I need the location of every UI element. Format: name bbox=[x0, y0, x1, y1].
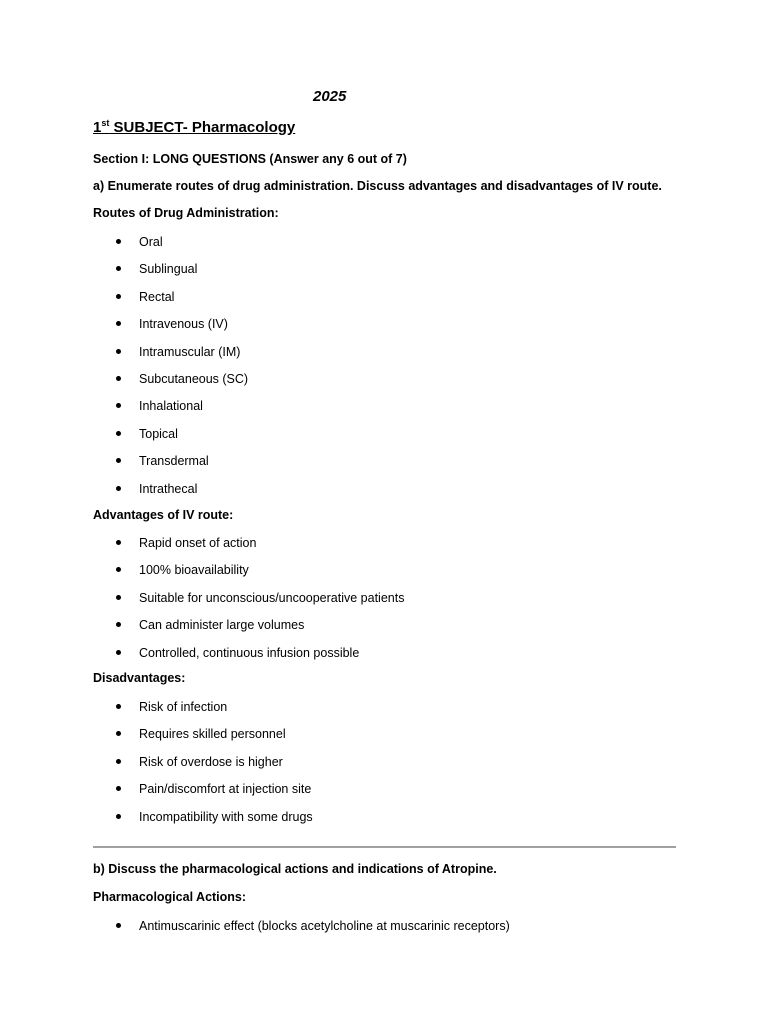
bullet-icon bbox=[116, 923, 121, 928]
question-b: b) Discuss the pharmacological actions and indications of Atropine. bbox=[93, 862, 497, 876]
bullet-icon bbox=[116, 403, 121, 408]
list-item: Can administer large volumes bbox=[93, 616, 404, 643]
bullet-icon bbox=[116, 376, 121, 381]
list-item: Intravenous (IV) bbox=[93, 315, 248, 342]
list-item: Antimuscarinic effect (blocks acetylcholine at muscarinic receptors) bbox=[93, 917, 510, 944]
list-item: Risk of overdose is higher bbox=[93, 753, 313, 780]
advantages-list bbox=[93, 534, 404, 671]
routes-list bbox=[93, 233, 248, 507]
advantages-heading: Advantages of IV route: bbox=[93, 508, 234, 522]
list-item: Transdermal bbox=[93, 452, 248, 479]
bullet-icon bbox=[116, 731, 121, 736]
bullet-icon bbox=[116, 239, 121, 244]
subject-ordinal: 1 bbox=[93, 119, 102, 136]
list-item: 100% bioavailability bbox=[93, 561, 404, 588]
bullet-icon bbox=[116, 458, 121, 463]
list-item: Topical bbox=[93, 425, 248, 452]
year-heading: 2025 bbox=[313, 88, 347, 105]
section-divider bbox=[93, 846, 676, 848]
bullet-icon bbox=[116, 294, 121, 299]
bullet-icon bbox=[116, 486, 121, 491]
bullet-icon bbox=[116, 540, 121, 545]
actions-list bbox=[93, 917, 510, 944]
list-item: Suitable for unconscious/uncooperative patients bbox=[93, 589, 404, 616]
list-item: Intramuscular (IM) bbox=[93, 343, 248, 370]
disadvantages-heading: Disadvantages: bbox=[93, 671, 186, 685]
bullet-icon bbox=[116, 786, 121, 791]
bullet-icon bbox=[116, 650, 121, 655]
list-item: Oral bbox=[93, 233, 248, 260]
bullet-icon bbox=[116, 622, 121, 627]
list-item: Pain/discomfort at injection site bbox=[93, 780, 313, 807]
list-item: Sublingual bbox=[93, 260, 248, 287]
routes-heading: Routes of Drug Administration: bbox=[93, 206, 279, 220]
list-item: Rectal bbox=[93, 288, 248, 315]
actions-heading: Pharmacological Actions: bbox=[93, 890, 247, 904]
bullet-icon bbox=[116, 814, 121, 819]
subject-ordinal-suffix: st bbox=[101, 118, 110, 128]
bullet-icon bbox=[116, 431, 121, 436]
bullet-icon bbox=[116, 567, 121, 572]
list-item: Requires skilled personnel bbox=[93, 725, 313, 752]
list-item: Incompatibility with some drugs bbox=[93, 808, 313, 835]
list-item: Risk of infection bbox=[93, 698, 313, 725]
list-item: Rapid onset of action bbox=[93, 534, 404, 561]
bullet-icon bbox=[116, 595, 121, 600]
subject-title bbox=[93, 119, 295, 136]
disadvantages-list bbox=[93, 698, 313, 835]
section-heading: Section I: LONG QUESTIONS (Answer any 6 out of 7) bbox=[93, 152, 407, 166]
list-item: Inhalational bbox=[93, 397, 248, 424]
bullet-icon bbox=[116, 321, 121, 326]
question-a: a) Enumerate routes of drug administration. Discuss advantages and disadvantages of IV route. bbox=[93, 179, 662, 193]
bullet-icon bbox=[116, 704, 121, 709]
bullet-icon bbox=[116, 266, 121, 271]
list-item: Intrathecal bbox=[93, 480, 248, 507]
subject-title-text: SUBJECT- Pharmacology bbox=[109, 119, 296, 136]
bullet-icon bbox=[116, 349, 121, 354]
list-item: Controlled, continuous infusion possible bbox=[93, 644, 404, 671]
list-item: Subcutaneous (SC) bbox=[93, 370, 248, 397]
bullet-icon bbox=[116, 759, 121, 764]
